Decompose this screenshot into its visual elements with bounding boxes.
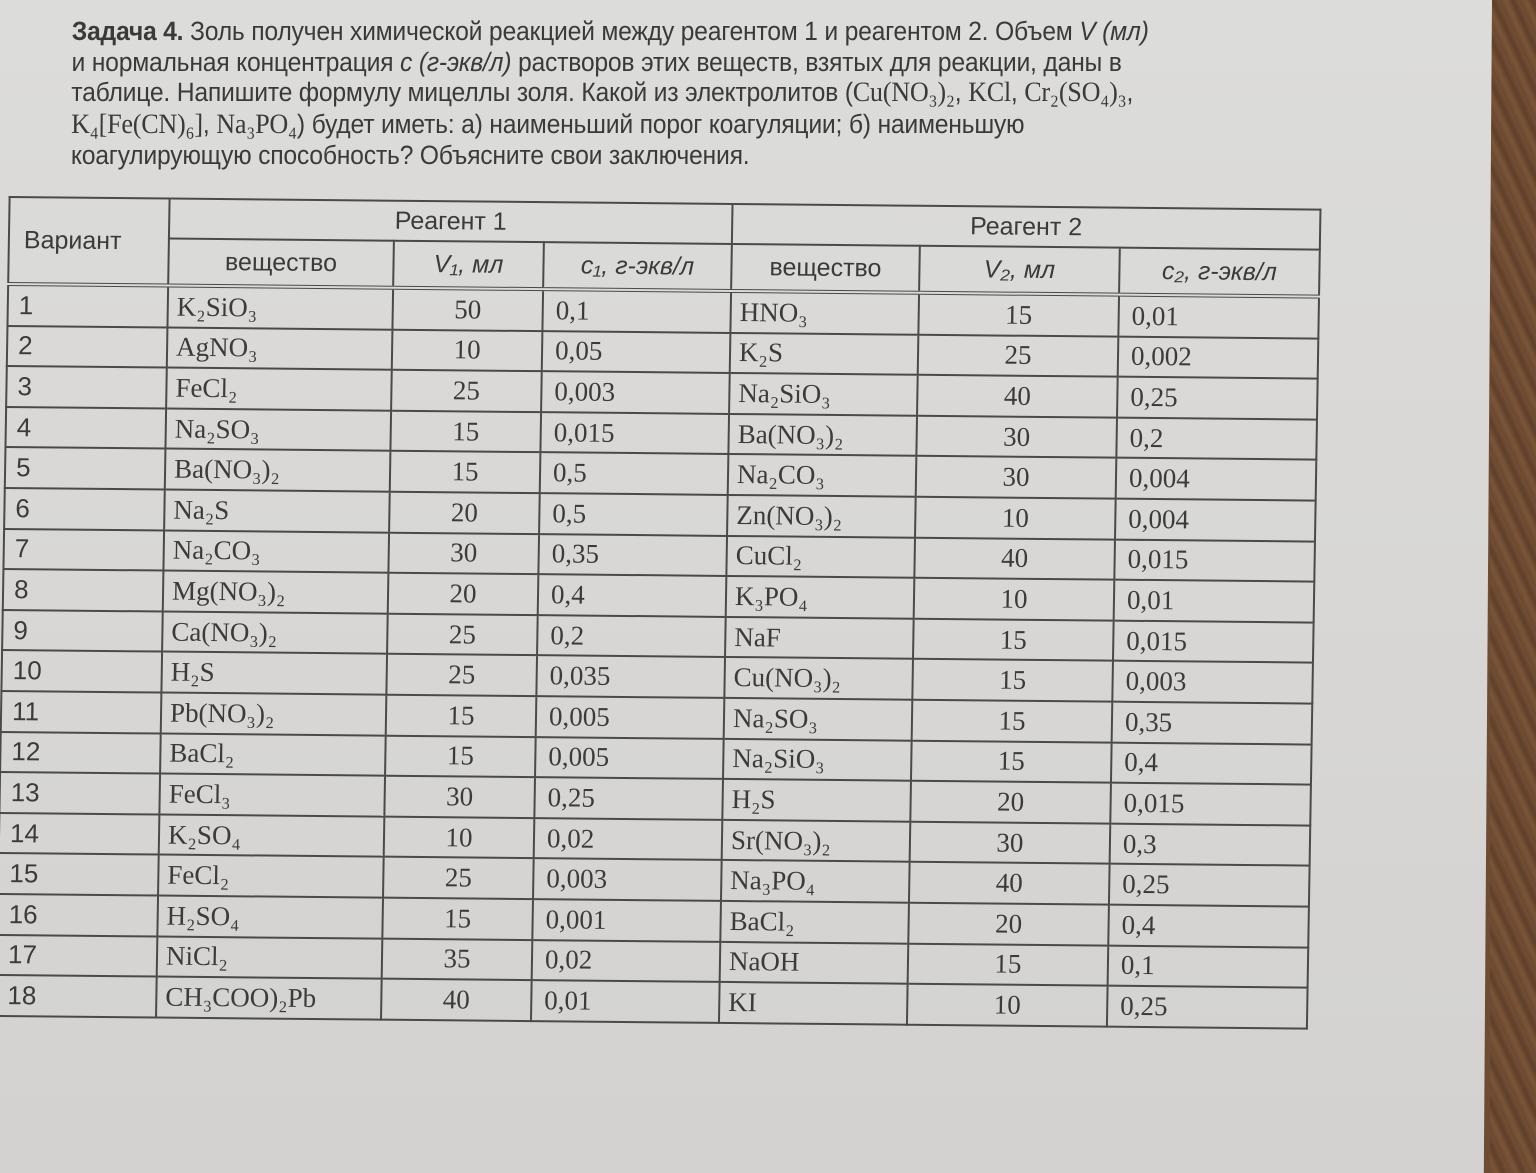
variant-cell: 2 [7, 326, 168, 368]
task-line-1: Задача 4. Золь получен химической реакцией между реагентом 1 и реагентом 2. Объем V (мл) [71, 16, 1149, 46]
reagent1-substance-cell: FeCl₃ [159, 774, 385, 817]
reagent1-substance-cell: AgNO₃ [167, 327, 393, 370]
reagent1-volume-cell: 25 [383, 857, 534, 899]
header-substance-2: вещество [731, 244, 920, 293]
reagent1-volume-cell: 30 [384, 776, 535, 818]
reagent2-concentration-cell: 0,25 [1117, 377, 1318, 420]
reagent1-substance-cell: K₂SO₄ [159, 814, 385, 857]
reagent2-concentration-cell: 0,25 [1109, 864, 1310, 907]
reagent1-substance-cell: Na₂SO₃ [165, 408, 391, 451]
reagent2-volume-cell: 15 [911, 740, 1112, 783]
task-line-2: и нормальная концентрация c (г-экв/л) растворов этих веществ, взятых для реакции, даны в [71, 46, 1122, 77]
reagent1-volume-cell: 25 [391, 370, 542, 412]
reagent2-concentration-cell: 0,01 [1118, 295, 1319, 339]
reagent1-substance-cell: Pb(NO₃)₂ [161, 692, 387, 735]
reagent1-concentration-cell: 0,5 [539, 493, 728, 535]
reagent1-volume-cell: 15 [390, 410, 541, 452]
var-c: c [399, 46, 413, 77]
reagent1-concentration-cell: 0,015 [540, 412, 729, 454]
reagent2-concentration-cell: 0,003 [1112, 661, 1313, 704]
task-line-3: таблице. Напишите формулу мицеллы золя. Какой из электролитов (Cu(NO₃)₂, KCl, Cr₂(SO₄)₃, [71, 77, 1134, 108]
reagent1-concentration-cell: 0,003 [541, 371, 730, 413]
reagent2-substance-cell: HNO₃ [730, 291, 919, 334]
reagent1-volume-cell: 10 [392, 329, 543, 371]
reagent2-substance-cell: CuCl₂ [726, 535, 915, 577]
reagent1-volume-cell: 15 [382, 898, 533, 940]
reagent1-concentration-cell: 0,003 [533, 858, 722, 900]
reagent1-concentration-cell: 0,005 [536, 696, 725, 738]
reagent2-concentration-cell: 0,25 [1107, 986, 1308, 1029]
variant-cell: 11 [1, 691, 162, 733]
reagent2-concentration-cell: 0,015 [1114, 539, 1315, 582]
reagent1-volume-cell: 25 [386, 654, 537, 696]
task-line-5: коагулирующую способность? Объясните свои заключения. [70, 140, 750, 170]
reagent2-concentration-cell: 0,2 [1116, 417, 1317, 460]
electrolyte-5: Na₃PO₄ [216, 108, 298, 140]
reagent1-volume-cell: 20 [388, 573, 539, 615]
variant-cell: 17 [0, 934, 157, 976]
reagent1-concentration-cell: 0,005 [535, 737, 724, 779]
reagent1-concentration-cell: 0,5 [540, 453, 729, 495]
reagent2-concentration-cell: 0,002 [1118, 336, 1319, 379]
wooden-table-background [1490, 0, 1536, 1173]
reagent1-substance-cell: BaCl₂ [160, 733, 386, 776]
variant-cell: 9 [2, 610, 163, 652]
reagent2-substance-cell: K₃PO₄ [726, 576, 915, 618]
reagent1-volume-cell: 15 [385, 735, 536, 777]
reagent1-volume-cell: 30 [388, 532, 539, 574]
reagent1-concentration-cell: 0,001 [532, 899, 721, 941]
reagent1-concentration-cell: 0,05 [542, 331, 731, 373]
reagent2-substance-cell: KI [719, 982, 908, 1024]
reagent1-volume-cell: 50 [392, 288, 543, 331]
var-v: V [1079, 16, 1096, 46]
task-line-4: K₄[Fe(CN)₆], Na₃PO₄) будет иметь: а) наименьший порог коагуляции; б) наименьшую [71, 108, 1025, 140]
reagent2-concentration-cell: 0,01 [1114, 580, 1315, 623]
reagent1-volume-cell: 10 [384, 816, 535, 858]
reagent1-substance-cell: Na₂CO₃ [163, 530, 389, 573]
variant-cell: 4 [5, 407, 166, 449]
reagent2-volume-cell: 30 [916, 416, 1117, 459]
variants-table [0, 196, 1321, 1029]
reagent2-concentration-cell: 0,004 [1115, 499, 1316, 542]
reagent1-concentration-cell: 0,35 [538, 534, 727, 576]
reagent2-volume-cell: 10 [915, 497, 1116, 540]
reagent2-substance-cell: H₂S [722, 779, 911, 821]
reagent1-substance-cell: Mg(NO₃)₂ [163, 571, 389, 614]
task-statement [71, 16, 1374, 171]
variant-cell: 13 [0, 772, 160, 814]
reagent1-substance-cell: K₂SiO₃ [167, 286, 393, 330]
reagent1-substance-cell: FeCl₂ [166, 368, 392, 411]
reagent1-volume-cell: 15 [390, 451, 541, 493]
variant-cell: 15 [0, 853, 159, 895]
variant-cell: 14 [0, 813, 159, 855]
reagent2-volume-cell: 30 [910, 821, 1111, 864]
task-label: Задача 4. [71, 16, 184, 46]
reagent2-concentration-cell: 0,35 [1112, 702, 1313, 745]
reagent1-substance-cell: Ba(NO₃)₂ [165, 449, 391, 492]
reagent2-concentration-cell: 0,3 [1110, 823, 1311, 866]
electrolyte-2: KCl [968, 77, 1012, 108]
variant-cell: 18 [0, 975, 157, 1017]
variant-cell: 7 [3, 529, 164, 571]
header-c1: c₁, г-экв/л [543, 242, 732, 291]
unit-ml: (мл) [1102, 16, 1149, 46]
variant-cell: 16 [0, 894, 158, 936]
reagent2-concentration-cell: 0,015 [1113, 620, 1314, 663]
variant-cell: 3 [6, 366, 167, 408]
reagent1-concentration-cell: 0,035 [536, 655, 725, 697]
reagent2-volume-cell: 25 [918, 334, 1119, 377]
reagent2-substance-cell: K₂S [730, 333, 919, 375]
header-c2: c₂, г-экв/л [1119, 248, 1320, 297]
variant-cell: 1 [7, 284, 168, 327]
reagent2-substance-cell: NaF [725, 617, 914, 659]
reagent1-volume-cell: 35 [382, 938, 533, 980]
reagent1-substance-cell: Ca(NO₃)₂ [162, 611, 388, 654]
header-reagent-1: Реагент 1 [169, 199, 733, 244]
reagent2-substance-cell: Na₂CO₃ [728, 454, 917, 496]
reagent2-substance-cell: Zn(NO₃)₂ [727, 495, 916, 537]
header-reagent-2: Реагент 2 [732, 204, 1321, 250]
reagent2-volume-cell: 15 [913, 618, 1114, 661]
reagent1-concentration-cell: 0,4 [538, 574, 727, 616]
reagent1-concentration-cell: 0,02 [534, 818, 723, 860]
electrolyte-1: Cu(NO₃)₂ [852, 77, 955, 108]
reagent2-substance-cell: Ba(NO₃)₂ [728, 414, 917, 456]
unit-conc: (г-экв/л) [418, 46, 512, 77]
electrolyte-4: K₄[Fe(CN)₆] [71, 108, 204, 140]
reagent2-concentration-cell: 0,004 [1116, 458, 1317, 501]
reagent2-volume-cell: 40 [914, 537, 1115, 580]
variant-cell: 10 [1, 650, 162, 692]
reagent2-volume-cell: 20 [908, 903, 1109, 946]
reagent1-concentration-cell: 0,25 [534, 777, 723, 819]
reagent2-substance-cell: NaOH [720, 941, 909, 983]
reagent1-substance-cell: Na₂S [164, 490, 390, 533]
reagent2-substance-cell: Cu(NO₃)₂ [724, 657, 913, 699]
variants-table-wrapper [0, 196, 1321, 1029]
reagent1-concentration-cell: 0,2 [537, 615, 726, 657]
reagent2-concentration-cell: 0,015 [1110, 783, 1311, 826]
reagent2-concentration-cell: 0,4 [1108, 905, 1309, 948]
reagent2-substance-cell: Na₂SiO₃ [723, 738, 912, 780]
reagent1-substance-cell: NiCl₂ [157, 936, 383, 979]
reagent2-substance-cell: Na₃PO₄ [721, 860, 910, 902]
reagent2-volume-cell: 30 [916, 456, 1117, 499]
reagent1-volume-cell: 15 [386, 695, 537, 737]
reagent1-concentration-cell: 0,01 [531, 980, 720, 1022]
electrolyte-3: Cr₂(SO₄)₃ [1024, 77, 1127, 108]
variant-cell: 12 [0, 732, 161, 774]
reagent2-concentration-cell: 0,4 [1111, 742, 1312, 785]
reagent2-volume-cell: 40 [917, 375, 1118, 418]
reagent2-substance-cell: Na₂SO₃ [724, 698, 913, 740]
header-v1: V₁, мл [393, 241, 544, 289]
reagent1-substance-cell: H₂SO₄ [157, 895, 383, 938]
reagent2-volume-cell: 15 [912, 700, 1113, 743]
reagent2-substance-cell: Sr(NO₃)₂ [722, 820, 911, 862]
reagent1-volume-cell: 20 [389, 492, 540, 534]
reagent1-volume-cell: 25 [387, 613, 538, 655]
header-variant: Вариант [8, 197, 169, 286]
reagent2-volume-cell: 15 [908, 943, 1109, 986]
reagent1-concentration-cell: 0,02 [532, 940, 721, 982]
variant-cell: 8 [3, 569, 164, 611]
reagent1-concentration-cell: 0,1 [542, 289, 731, 332]
reagent2-volume-cell: 10 [914, 578, 1115, 621]
reagent1-volume-cell: 40 [381, 979, 532, 1021]
reagent2-concentration-cell: 0,1 [1108, 945, 1309, 988]
reagent1-substance-cell: CH₃COO)₂Pb [156, 977, 382, 1020]
header-substance-1: вещество [168, 239, 394, 288]
reagent2-volume-cell: 40 [909, 862, 1110, 905]
reagent2-volume-cell: 20 [910, 781, 1111, 824]
variant-cell: 6 [4, 488, 165, 530]
reagent2-volume-cell: 10 [907, 984, 1108, 1027]
header-v2: V₂, мл [919, 246, 1120, 295]
variant-cell: 5 [5, 447, 166, 489]
reagent2-substance-cell: Na₂SiO₃ [729, 373, 918, 415]
variants-table-body [0, 284, 1319, 1028]
reagent2-substance-cell: BaCl₂ [720, 901, 909, 943]
reagent2-volume-cell: 15 [912, 659, 1113, 702]
reagent1-substance-cell: H₂S [161, 652, 387, 695]
reagent2-volume-cell: 15 [918, 293, 1119, 337]
reagent1-substance-cell: FeCl₂ [158, 855, 384, 898]
